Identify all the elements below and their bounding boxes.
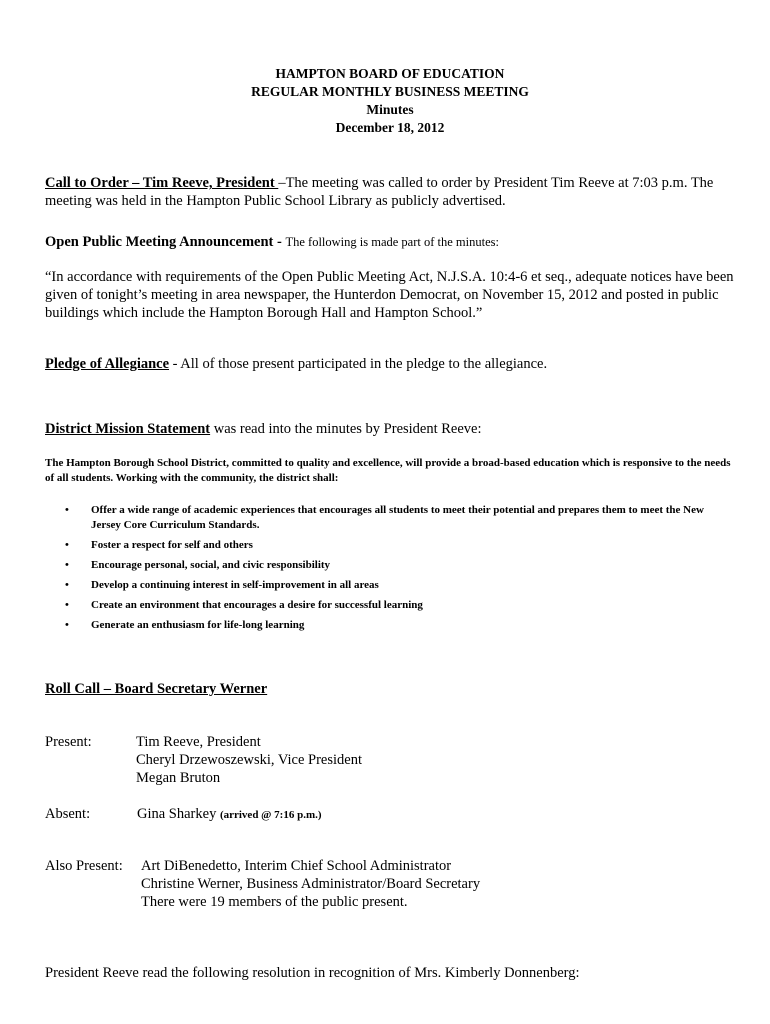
list-item: • Develop a continuing interest in self-improvement in all areas [65,579,379,591]
bullet-icon: • [65,619,69,631]
mission-statement: The Hampton Borough School District, committed to quality and excellence, will provide a broad-based education which is responsive to the needs of all students. Working with the community, the district shall: [45,457,731,484]
list-item: • Encourage personal, social, and civic responsibility [65,559,331,571]
bullet-icon: • [65,504,69,516]
pledge-heading: Pledge of Allegiance [45,356,170,372]
mission-paragraph [45,420,745,438]
roll-call-heading-line [45,680,745,698]
present-member: Cheryl Drzewoszewski, Vice President [136,752,362,768]
list-item: • Offer a wide range of academic experiences that encourages all students to meet their potential and prepares them to meet the New Jersey Core Curriculum Standards. [65,504,704,531]
header-meeting-type: REGULAR MONTHLY BUSINESS MEETING [251,84,529,99]
list-item: • Generate an enthusiasm for life-long learning [65,619,305,631]
bullet-icon: • [65,559,69,571]
present-list [136,733,362,787]
bullet-icon: • [65,539,69,551]
present-label: Present: [45,734,92,750]
open-public-meeting-paragraph [45,233,745,251]
present-member: Megan Bruton [136,770,221,786]
call-to-order-paragraph [45,174,745,210]
also-present-member: Christine Werner, Business Administrator/Board Secretary [141,876,481,892]
mission-heading: District Mission Statement [45,421,211,437]
open-public-meeting-heading: Open Public Meeting Announcement - [45,234,286,250]
also-present-member: Art DiBenedetto, Interim Chief School Administrator [141,858,452,874]
roll-call-heading: Roll Call – Board Secretary Werner [45,681,268,697]
bullet-icon: • [65,599,69,611]
absent-list [137,805,322,824]
pledge-text: - All of those present participated in the pledge to the allegiance. [169,356,548,372]
document-header [0,65,770,137]
open-public-meeting-quote: “In accordance with requirements of the Open Public Meeting Act, N.J.S.A. 10:4-6 et seq., adequate notices have been given of tonight’s meeting in area newspaper, the Hunterdon Democrat, on November 15, 2012 and posted in public buildings which include the Hampton Borough Hall and Hampton School.” [45,269,734,321]
list-item: • Foster a respect for self and others [65,539,253,551]
call-to-order-heading: Call to Order – Tim Reeve, President [45,175,279,191]
pledge-paragraph [45,355,745,373]
header-date: December 18, 2012 [335,120,445,135]
absent-member: Gina Sharkey [137,806,220,822]
header-board-name: HAMPTON BOARD OF EDUCATION [275,66,505,81]
mission-goals-list [45,503,735,638]
absent-note: (arrived @ 7:16 p.m.) [219,809,322,821]
open-public-meeting-lead: The following is made part of the minutes: [285,235,499,249]
header-minutes: Minutes [366,102,414,117]
call-to-order-text: –The meeting was called to order by President Tim Reeve at 7:03 p.m. The meeting was held in the Hampton Public School Library as publicly advertised. [45,175,714,209]
bullet-icon: • [65,579,69,591]
present-member: Tim Reeve, President [136,734,261,750]
also-present-member: There were 19 members of the public present. [141,894,408,910]
absent-label: Absent: [45,806,91,822]
list-item: • Create an environment that encourages a desire for successful learning [65,599,423,611]
mission-text: was read into the minutes by President Reeve: [210,421,482,437]
closing-paragraph: President Reeve read the following resolution in recognition of Mrs. Kimberly Donnenberg: [45,965,580,981]
also-present-label: Also Present: [45,858,123,874]
also-present-list [141,857,480,911]
